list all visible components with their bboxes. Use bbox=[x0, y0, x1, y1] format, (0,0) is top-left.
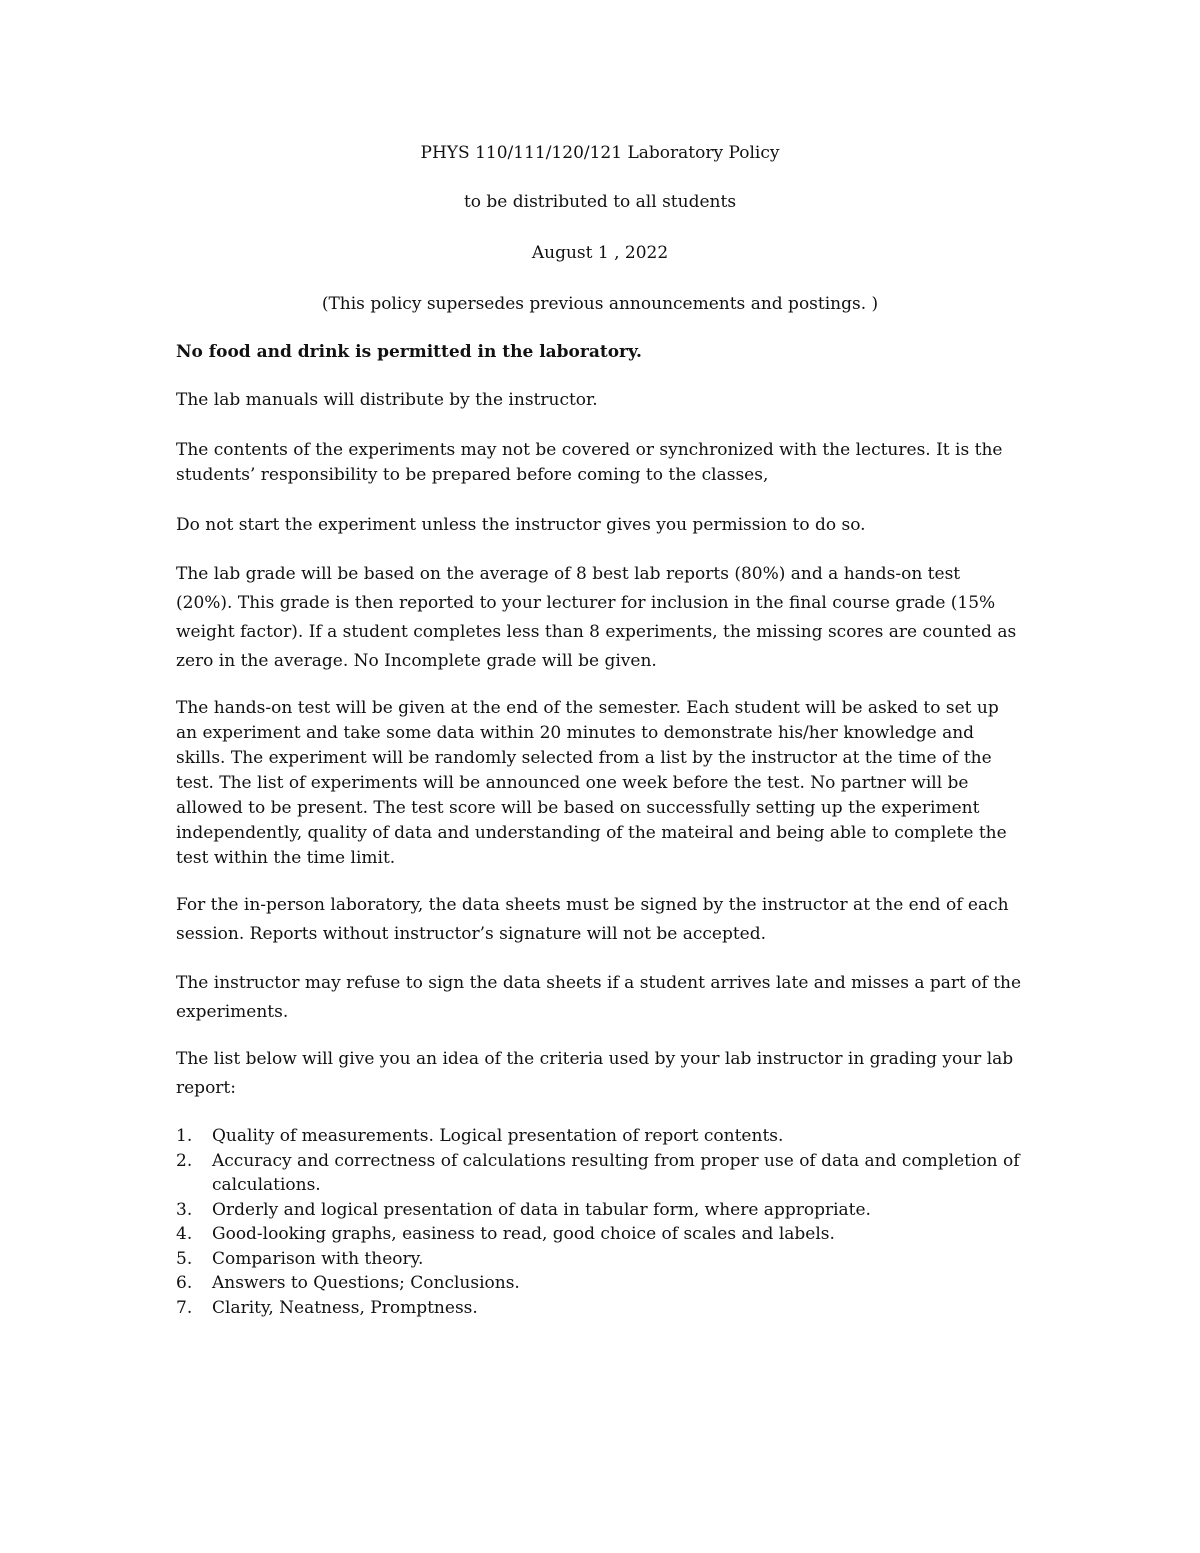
list-item-text: Answers to Questions; Conclusions. bbox=[212, 1273, 520, 1293]
document-date: August 1 , 2022 bbox=[531, 243, 669, 263]
paragraph-line: allowed to be present. The test score will be based on successfully setting up the experiment bbox=[176, 798, 980, 818]
list-item bbox=[176, 1271, 1036, 1296]
list-item-number: 5. bbox=[176, 1248, 193, 1269]
paragraph-line: test. The list of experiments will be announced one week before the test. No partner will be bbox=[176, 773, 969, 793]
list-item-number: 1. bbox=[176, 1126, 193, 1146]
paragraph-line: The list below will give you an idea of the criteria used by your lab instructor in grading your lab bbox=[176, 1049, 1014, 1069]
paragraph-line: independently, quality of data and understanding of the mateiral and being able to complete the bbox=[176, 823, 1007, 843]
list-item bbox=[176, 1149, 1036, 1198]
list-item-text: Clarity, Neatness, Promptness. bbox=[212, 1297, 478, 1318]
list-item-text: calculations. bbox=[212, 1175, 321, 1195]
list-item-number: 2. bbox=[176, 1150, 193, 1171]
permission-text: Do not start the experiment unless the instructor gives you permission to do so. bbox=[176, 515, 866, 535]
paragraph-line: experiments. bbox=[176, 1002, 289, 1022]
lab-manuals-paragraph bbox=[176, 388, 1026, 413]
in-person-paragraph bbox=[176, 891, 1026, 949]
list-item-text: Good-looking graphs, easiness to read, good choice of scales and labels. bbox=[212, 1224, 835, 1244]
list-item-text: Comparison with theory. bbox=[212, 1248, 424, 1269]
paragraph-line: test within the time limit. bbox=[176, 848, 396, 868]
food-drink-rule-text: No food and drink is permitted in the laboratory. bbox=[176, 342, 642, 362]
list-item bbox=[176, 1124, 1036, 1149]
lab-grade-paragraph bbox=[176, 560, 1026, 676]
lab-manuals-text: The lab manuals will distribute by the instructor. bbox=[176, 390, 598, 410]
grading-criteria-list bbox=[176, 1124, 1036, 1320]
paragraph-line: skills. The experiment will be randomly selected from a list by the instructor at the time of the bbox=[176, 748, 992, 768]
paragraph-line: The hands-on test will be given at the end of the semester. Each student will be asked to set up bbox=[176, 698, 999, 718]
paragraph-line: zero in the average. No Incomplete grade will be given. bbox=[176, 651, 657, 671]
list-item-number: 4. bbox=[176, 1224, 193, 1244]
paragraph-line: (20%). This grade is then reported to your lecturer for inclusion in the final course grade (15% bbox=[176, 593, 996, 613]
hands-on-test-paragraph bbox=[176, 696, 1026, 871]
food-drink-rule bbox=[176, 340, 1026, 365]
list-item-text: Quality of measurements. Logical presentation of report contents. bbox=[212, 1126, 784, 1146]
list-item bbox=[176, 1296, 1036, 1321]
paragraph-line: The instructor may refuse to sign the data sheets if a student arrives late and misses a part of the bbox=[176, 973, 1022, 993]
refuse-sign-paragraph bbox=[176, 969, 1026, 1027]
list-item-number: 3. bbox=[176, 1199, 193, 1220]
list-item bbox=[176, 1198, 1036, 1223]
paragraph-line: weight factor). If a student completes less than 8 experiments, the missing scores are counted as bbox=[176, 622, 1017, 642]
paragraph-line: students’ responsibility to be prepared before coming to the classes, bbox=[176, 465, 769, 485]
paragraph-line: an experiment and take some data within 20 minutes to demonstrate his/her knowledge and bbox=[176, 723, 975, 743]
list-item bbox=[176, 1247, 1036, 1272]
contents-paragraph bbox=[176, 438, 1026, 488]
document-subtitle: to be distributed to all students bbox=[463, 192, 737, 212]
permission-paragraph bbox=[176, 513, 1026, 538]
paragraph-line: The lab grade will be based on the average of 8 best lab reports (80%) and a hands-on test bbox=[176, 564, 961, 584]
paragraph-line: report: bbox=[176, 1078, 236, 1098]
paragraph-line: For the in-person laboratory, the data sheets must be signed by the instructor at the end of each bbox=[176, 895, 1009, 915]
paragraph-line: The contents of the experiments may not be covered or synchronized with the lectures. It is the bbox=[176, 440, 1003, 460]
list-item-number: 6. bbox=[176, 1273, 193, 1293]
supersedes-note: (This policy supersedes previous announcements and postings. ) bbox=[321, 294, 879, 314]
list-item bbox=[176, 1222, 1036, 1247]
list-item-text: Accuracy and correctness of calculations resulting from proper use of data and completion of bbox=[212, 1150, 1020, 1171]
paragraph-line: session. Reports without instructor’s signature will not be accepted. bbox=[176, 924, 767, 944]
list-item-text: Orderly and logical presentation of data in tabular form, where appropriate. bbox=[212, 1199, 871, 1220]
criteria-intro-paragraph bbox=[176, 1045, 1026, 1103]
document-title: PHYS 110/111/120/121 Laboratory Policy bbox=[420, 143, 780, 163]
list-item-number: 7. bbox=[176, 1297, 193, 1318]
